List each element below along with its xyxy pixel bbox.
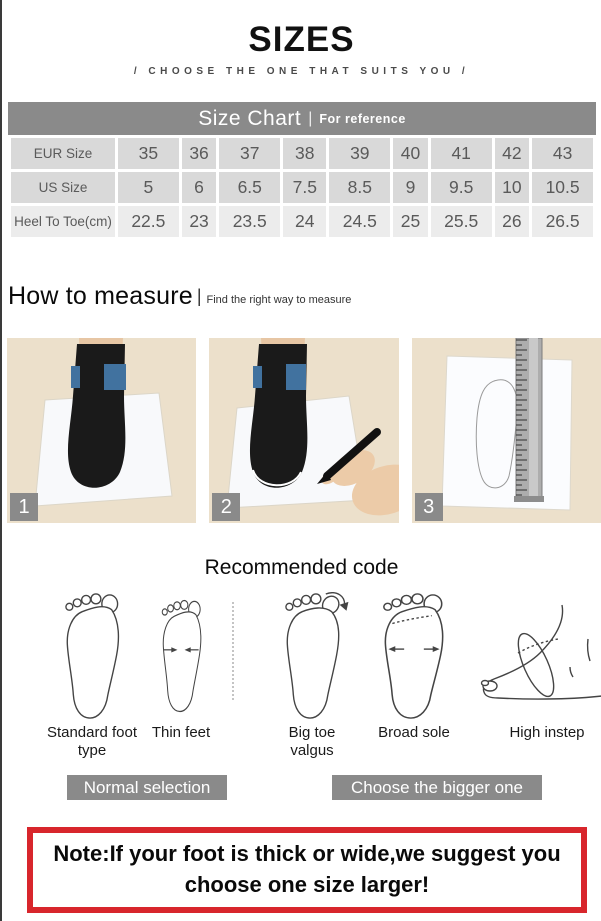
thin-feet-icon	[144, 592, 218, 720]
size-table	[8, 135, 596, 240]
broad-sole-icon	[368, 592, 460, 720]
size-cell: 40	[393, 138, 428, 169]
size-cell: 6.5	[219, 172, 280, 203]
size-cell: 36	[182, 138, 217, 169]
figure-standard-foot	[40, 592, 144, 760]
recommended-code-title: Recommended code	[204, 556, 399, 579]
page-header	[2, 0, 601, 77]
figure-thin-feet	[144, 592, 218, 742]
size-cell: 9.5	[431, 172, 492, 203]
size-chart-header	[8, 102, 596, 135]
measure-steps	[7, 338, 601, 523]
figure-label: Thin feet	[151, 724, 211, 741]
note-line-1: Note:If your foot is thick or wide,we suggest you	[53, 841, 561, 866]
size-cell: 42	[495, 138, 530, 169]
size-chart-note: For reference	[319, 111, 406, 126]
size-table-body	[11, 138, 593, 237]
size-cell: 24	[283, 206, 326, 237]
size-cell: 9	[393, 172, 428, 203]
figure-label: High instep	[509, 724, 585, 741]
size-cell: 22.5	[118, 206, 179, 237]
standard-foot-icon	[50, 592, 134, 720]
size-table-row	[11, 172, 593, 203]
separator: |	[308, 109, 313, 127]
size-cell: 23	[182, 206, 217, 237]
step-photo-measure-ruler	[412, 338, 601, 523]
how-to-measure-title: How to measure	[8, 282, 193, 310]
figure-label: Broad sole	[378, 724, 450, 741]
step-number-badge: 3	[415, 493, 443, 521]
size-cell: 41	[431, 138, 492, 169]
size-cell: 43	[532, 138, 593, 169]
foot-type-figures	[40, 592, 601, 760]
size-cell: 25.5	[431, 206, 492, 237]
size-chart-section	[8, 102, 596, 240]
size-note-box	[27, 827, 587, 913]
how-to-measure-header	[8, 282, 601, 311]
size-cell: 23.5	[219, 206, 280, 237]
figure-broad-sole	[366, 592, 462, 760]
page-title: SIZES	[248, 20, 355, 59]
size-cell: 24.5	[329, 206, 390, 237]
step-photo-trace-foot	[209, 338, 398, 523]
size-cell: 8.5	[329, 172, 390, 203]
right-figure-group	[268, 592, 601, 760]
separator: |	[196, 286, 202, 306]
size-cell: 35	[118, 138, 179, 169]
size-cell: 6	[182, 172, 217, 203]
figure-high-instep	[472, 592, 601, 760]
size-cell: 38	[283, 138, 326, 169]
size-chart-title: Size Chart	[198, 106, 302, 130]
step-number-badge: 2	[212, 493, 240, 521]
size-table-row	[11, 138, 593, 169]
figure-label: Standard foot type	[46, 724, 138, 759]
step-number-badge: 1	[10, 493, 38, 521]
size-cell: 37	[219, 138, 280, 169]
size-cell: 26.5	[532, 206, 593, 237]
how-to-measure-subtitle: Find the right way to measure	[206, 293, 352, 306]
size-cell: 5	[118, 172, 179, 203]
size-cell: 7.5	[283, 172, 326, 203]
high-instep-icon	[474, 592, 601, 720]
size-cell: 39	[329, 138, 390, 169]
page-subtitle: / CHOOSE THE ONE THAT SUITS YOU /	[133, 66, 470, 77]
size-cell: 25	[393, 206, 428, 237]
size-cell: 10	[495, 172, 530, 203]
size-row-header: EUR Size	[11, 138, 115, 169]
choose-bigger-label: Choose the bigger one	[332, 775, 542, 800]
size-row-header: US Size	[11, 172, 115, 203]
big-toe-valgus-icon	[270, 592, 354, 720]
figure-big-toe-valgus	[268, 592, 356, 760]
group-divider	[232, 602, 234, 700]
size-cell: 26	[495, 206, 530, 237]
selection-advice-bars	[2, 775, 601, 800]
size-row-header: Heel To Toe(cm)	[11, 206, 115, 237]
size-cell: 10.5	[532, 172, 593, 203]
size-table-row	[11, 206, 593, 237]
step-photo-stand-on-paper	[7, 338, 196, 523]
figure-label: Big toe valgus	[288, 724, 336, 759]
note-line-2: choose one size larger!	[184, 872, 430, 897]
normal-selection-label: Normal selection	[67, 775, 227, 800]
